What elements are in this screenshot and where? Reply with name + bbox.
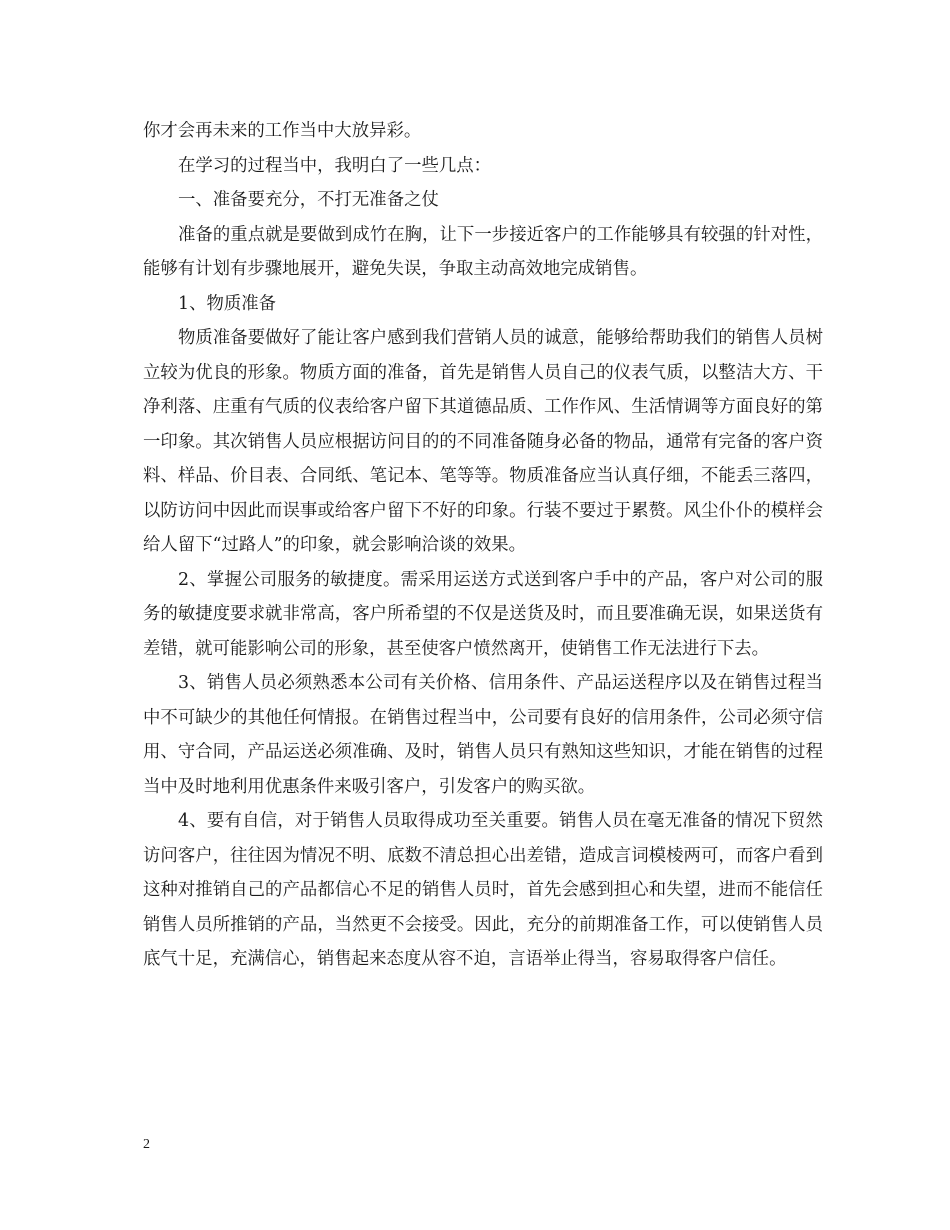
- page-number: 2: [143, 1137, 150, 1152]
- paragraph-intro: 在学习的过程当中，我明白了一些几点：: [178, 155, 492, 176]
- document-body: [143, 114, 823, 977]
- subheading-material-preparation: 1、物质准备: [178, 293, 277, 314]
- paragraph-confidence: 4、要有自信，对于销售人员取得成功至关重要。销售人员在毫无准备的情况下贸然访问客户，往往因为情况不明、底数不清总担心出差错，造成言词模棱两可，而客户看到这种对推销自己的产品都信心不足的销售人员时，首先会感到担心和失望，进而不能信任销售人员所推销的产品，当然更不会接受。因此，充分的前期准备工作，可以使销售人员底气十足，充满信心，销售起来态度从容不迫，言语举止得当，容易取得客户信任。: [143, 811, 823, 969]
- paragraph-service-agility: 2、掌握公司服务的敏捷度。需采用运送方式送到客户手中的产品，客户对公司的服务的敏捷度要求就非常高，客户所希望的不仅是送货及时，而且要准确无误，如果送货有差错，就可能影响公司的形象，甚至使客户愤然离开，使销售工作无法进行下去。: [143, 569, 823, 659]
- paragraph-continuation: 你才会再未来的工作当中大放异彩。: [143, 121, 422, 141]
- section-heading-preparation: 一、准备要充分，不打无准备之仗: [178, 190, 439, 210]
- paragraph-preparation-focus: 准备的重点就是要做到成竹在胸，让下一步接近客户的工作能够具有较强的针对性，能够有计划有步骤地展开，避免失误，争取主动高效地完成销售。: [143, 224, 823, 279]
- paragraph-company-knowledge: 3、销售人员必须熟悉本公司有关价格、信用条件、产品运送程序以及在销售过程当中不可缺少的其他任何情报。在销售过程当中，公司要有良好的信用条件，公司必须守信用、守合同，产品运送必须准确、及时，销售人员只有熟知这些知识，才能在销售的过程当中及时地利用优惠条件来吸引客户，引发客户的购买欲。: [143, 673, 823, 797]
- paragraph-material-preparation: 物质准备要做好了能让客户感到我们营销人员的诚意，能够给帮助我们的销售人员树立较为优良的形象。物质方面的准备，首先是销售人员自己的仪表气质，以整洁大方、干净利落、庄重有气质的仪表给客户留下其道德品质、工作作风、生活情调等方面良好的第一印象。其次销售人员应根据访问目的的不同准备随身必备的物品，通常有完备的客户资料、样品、价目表、合同纸、笔记本、笔等等。物质准备应当认真仔细，不能丢三落四，以防访问中因此而误事或给客户留下不好的印象。行装不要过于累赘。风尘仆仆的模样会给人留下“过路人”的印象，就会影响洽谈的效果。: [143, 328, 823, 555]
